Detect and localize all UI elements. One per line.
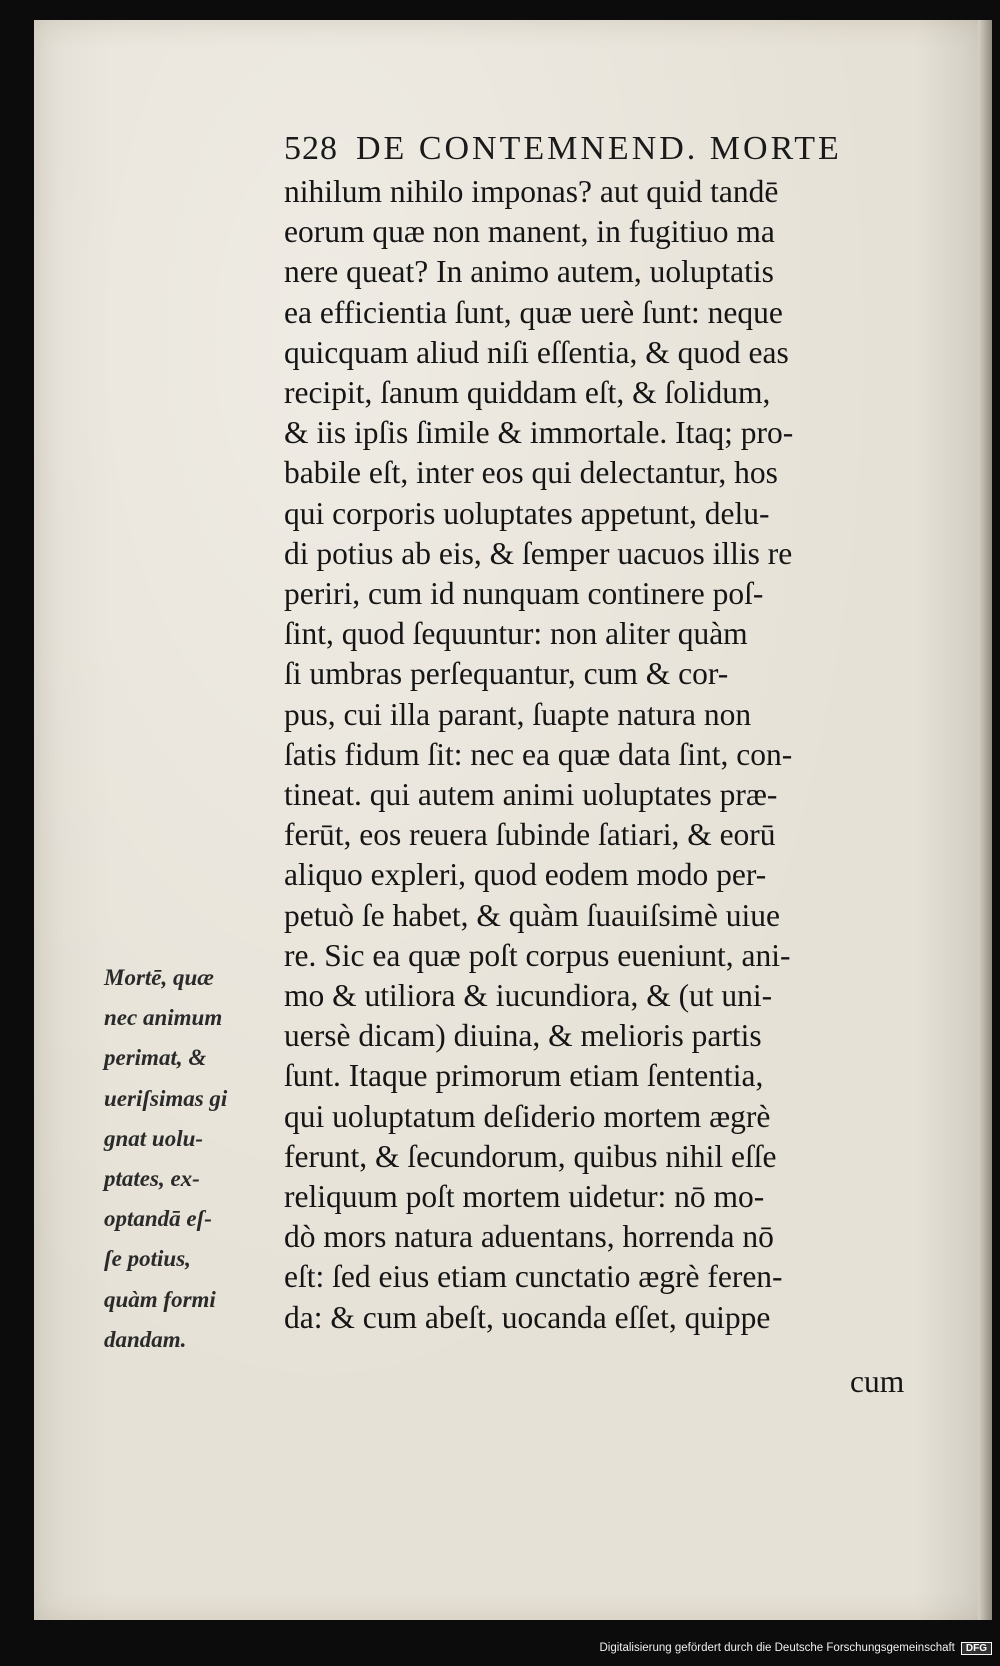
running-head-title: DE CONTEMNEND. MORTE bbox=[356, 130, 842, 167]
marginal-note bbox=[104, 958, 274, 1360]
text-line: petuò ſe habet, & quàm ſuauiſsimè uiue bbox=[284, 897, 781, 933]
text-line: ferunt, & ſecundorum, quibus nihil eſſe bbox=[284, 1138, 777, 1174]
text-line: re. Sic ea quæ poſt corpus eueniunt, ani- bbox=[284, 937, 791, 973]
text-line: aliquo expleri, quod eodem modo per- bbox=[284, 857, 767, 893]
text-line: uersè dicam) diuina, & melioris partis bbox=[284, 1018, 762, 1054]
text-line: ſatis fidum ſit: nec ea quæ data ſint, con- bbox=[284, 736, 793, 772]
text-line: quicquam aliud niſi eſſentia, & quod eas bbox=[284, 334, 789, 370]
text-line: & iis ipſis ſimile & immortale. Itaq; pro- bbox=[284, 415, 794, 451]
text-line: reliquum poſt mortem uidetur: nō mo- bbox=[284, 1179, 765, 1215]
marginal-line: ueriſsimas gi bbox=[104, 1085, 228, 1111]
marginal-line: perimat, & bbox=[104, 1045, 207, 1071]
text-line: periri, cum id nunquam continere poſ- bbox=[284, 576, 764, 612]
text-line: qui uoluptatum deſiderio mortem ægrè bbox=[284, 1098, 771, 1134]
text-line: ea efficientia ſunt, quæ uerè ſunt: neque bbox=[284, 294, 783, 330]
text-line: eſt: ſed eius etiam cunctatio ægrè feren- bbox=[284, 1259, 783, 1295]
dfg-logo: DFG bbox=[961, 1642, 992, 1655]
text-line: eorum quæ non manent, in fugitiuo ma bbox=[284, 214, 775, 250]
running-header bbox=[284, 130, 924, 168]
marginal-line: ptates, ex- bbox=[104, 1166, 200, 1192]
text-line: qui corporis uoluptates appetunt, delu- bbox=[284, 495, 770, 531]
text-line: ſi umbras perſequantur, cum & cor- bbox=[284, 656, 729, 692]
text-line: tineat. qui autem animi uoluptates præ- bbox=[284, 777, 778, 813]
catchword: cum bbox=[850, 1364, 905, 1399]
marginal-line: optandā eſ- bbox=[104, 1206, 212, 1232]
marginal-line: Mortē, quæ bbox=[104, 965, 214, 990]
text-line: recipit, ſanum quiddam eſt, & ſolidum, bbox=[284, 375, 771, 411]
text-line: nere queat? In animo autem, uoluptatis bbox=[284, 254, 774, 290]
marginal-line: ſe potius, bbox=[104, 1246, 191, 1272]
text-line: di potius ab eis, & ſemper uacuos illis re bbox=[284, 535, 793, 571]
page-edge bbox=[978, 20, 992, 1620]
marginal-line: quàm formi bbox=[104, 1286, 216, 1312]
text-line: babile eſt, inter eos qui delectantur, hos bbox=[284, 455, 778, 491]
digitization-footer bbox=[0, 1642, 992, 1655]
page-number: 528 bbox=[284, 130, 338, 167]
text-line: mo & utiliora & iucundiora, & (ut uni- bbox=[284, 978, 773, 1014]
text-line: ferūt, eos reuera ſubinde ſatiari, & eorū bbox=[284, 817, 776, 853]
text-line: da: & cum abeſt, uocanda eſſet, quippe bbox=[284, 1299, 771, 1335]
text-line: ſint, quod ſequuntur: non aliter quàm bbox=[284, 616, 748, 652]
text-line: nihilum nihilo imponas? aut quid tandē bbox=[284, 174, 779, 209]
marginal-line: dandam. bbox=[104, 1326, 187, 1352]
text-line: pus, cui illa parant, ſuapte natura non bbox=[284, 696, 752, 732]
main-text-block bbox=[284, 172, 936, 1338]
text-line: ſunt. Itaque primorum etiam ſententia, bbox=[284, 1058, 764, 1094]
text-line: dò mors natura aduentans, horrenda nō bbox=[284, 1219, 774, 1255]
footer-credit-text: Digitalisierung gefördert durch die Deutsche Forschungsgemeinschaft bbox=[599, 1642, 955, 1654]
marginal-line: gnat uolu- bbox=[104, 1125, 204, 1151]
marginal-line: nec animum bbox=[104, 1005, 223, 1031]
